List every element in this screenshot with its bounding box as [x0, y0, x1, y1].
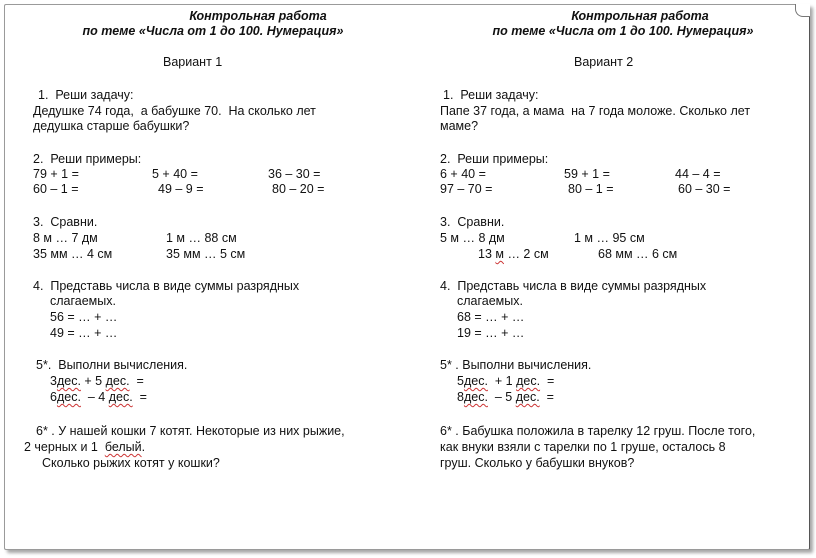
left-title-line1: Контрольная работа	[189, 9, 327, 23]
left-task6-line2: 2 черных и 1 белый.	[24, 440, 146, 454]
left-task4-line2: 49 = … + …	[50, 326, 118, 340]
left-task3-compare: 8 м … 7 дм	[33, 231, 98, 245]
right-task6-line3: груш. Сколько у бабушки внуков?	[440, 456, 635, 470]
left-task1-heading: 1. Реши задачу:	[38, 88, 134, 102]
right-task3-compare: 68 мм … 6 см	[598, 247, 678, 261]
left-task6-line1: 6* . У нашей кошки 7 котят. Некоторые из них рыжие,	[36, 424, 345, 438]
right-task3-compare: 1 м … 95 см	[574, 231, 645, 245]
right-task5-heading: 5* . Выполни вычисления.	[440, 358, 592, 372]
left-task3-heading: 3. Сравни.	[33, 215, 98, 229]
left-task3-compare: 35 мм … 4 см	[33, 247, 113, 261]
right-title-line2: по теме «Числа от 1 до 100. Нумерация»	[492, 24, 754, 38]
right-task3-compare: 5 м … 8 дм	[440, 231, 505, 245]
right-task5-line1: 5дес. + 1 дес. =	[457, 374, 555, 388]
left-variant-label: Вариант 1	[163, 55, 223, 69]
right-task2-example: 60 – 30 =	[678, 182, 731, 196]
right-title-line1: Контрольная работа	[571, 9, 709, 23]
left-task2-example: 49 – 9 =	[158, 182, 204, 196]
right-variant-label: Вариант 2	[574, 55, 634, 69]
right-task2-example: 44 – 4 =	[675, 167, 721, 181]
right-task6-line1: 6* . Бабушка положила в тарелку 12 груш. После того,	[440, 424, 756, 438]
right-task2-example: 6 + 40 =	[440, 167, 486, 181]
left-title-line2: по теме «Числа от 1 до 100. Нумерация»	[82, 24, 344, 38]
right-task4-heading2: слагаемых.	[457, 294, 523, 308]
left-task2-example: 79 + 1 =	[33, 167, 79, 181]
left-task2-example: 36 – 30 =	[268, 167, 321, 181]
right-task5-line2: 8дес. – 5 дес. =	[457, 390, 554, 404]
left-task4-heading: 4. Представь числа в виде суммы разрядных	[33, 279, 300, 293]
right-task2-example: 97 – 70 =	[440, 182, 493, 196]
left-task5-line1: 3дес. + 5 дес. =	[50, 374, 144, 388]
left-task6-line3: Сколько рыжих котят у кошки?	[42, 456, 220, 470]
left-task2-example: 60 – 1 =	[33, 182, 79, 196]
left-task5-heading: 5*. Выполни вычисления.	[36, 358, 188, 372]
left-task2-example: 5 + 40 =	[152, 167, 198, 181]
right-task3-compare: 13 м … 2 см	[478, 247, 549, 261]
right-task1-heading: 1. Реши задачу:	[443, 88, 539, 102]
left-task4-heading2: слагаемых.	[50, 294, 116, 308]
left-task2-heading: 2. Реши примеры:	[33, 152, 142, 166]
left-task3-compare: 35 мм … 5 см	[166, 247, 246, 261]
right-task4-line2: 19 = … + …	[457, 326, 525, 340]
right-task1-line2: маме?	[440, 119, 479, 133]
right-task6-line2: как внуки взяли с тарелки по 1 груше, осталось 8	[440, 440, 726, 454]
left-task2-example: 80 – 20 =	[272, 182, 325, 196]
left-task1-line1: Дедушке 74 года, а бабушке 70. На сколько лет	[33, 104, 316, 118]
right-task3-heading: 3. Сравни.	[440, 215, 505, 229]
right-task4-heading: 4. Представь числа в виде суммы разрядных	[440, 279, 707, 293]
right-task1-line1: Папе 37 года, а мама на 7 года моложе. Сколько лет	[440, 104, 751, 118]
left-task3-compare: 1 м … 88 см	[166, 231, 237, 245]
left-task1-line2: дедушка старше бабушки?	[33, 119, 190, 133]
left-task4-line1: 56 = … + …	[50, 310, 118, 324]
right-task2-example: 59 + 1 =	[564, 167, 610, 181]
left-task5-line2: 6дес. – 4 дес. =	[50, 390, 147, 404]
right-task2-example: 80 – 1 =	[568, 182, 614, 196]
right-task2-heading: 2. Реши примеры:	[440, 152, 549, 166]
right-task4-line1: 68 = … + …	[457, 310, 525, 324]
